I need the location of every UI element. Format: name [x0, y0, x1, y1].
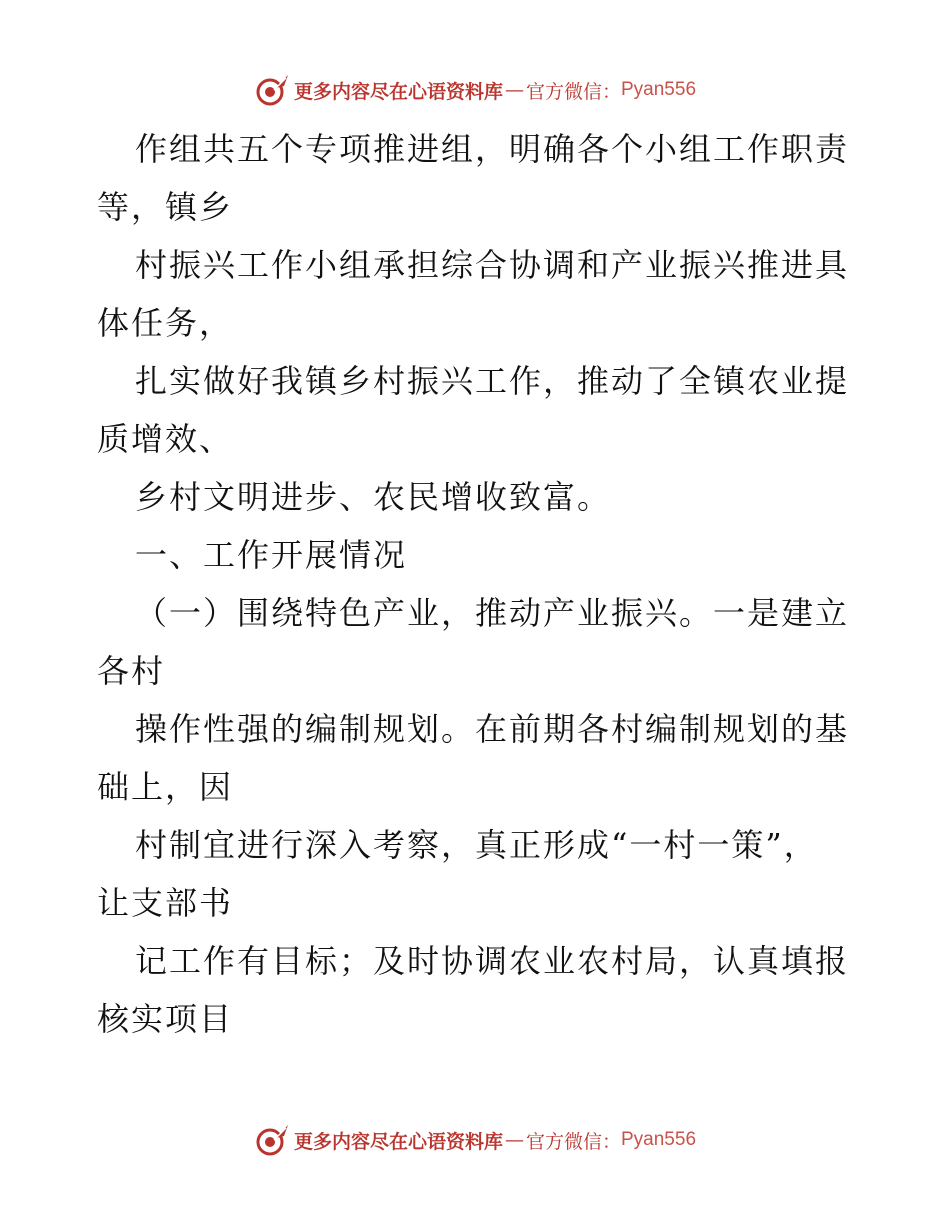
- text-line: （一）围绕特色产业，推动产业振兴。一是建立: [135, 594, 850, 632]
- text-line: 操作性强的编制规划。在前期各村编制规划的基: [135, 710, 850, 748]
- section-heading: 一、工作开展情况: [135, 536, 408, 574]
- text-line: 等，镇乡: [97, 188, 234, 226]
- text-line: 作组共五个专项推进组，明确各个小组工作职责: [135, 130, 850, 168]
- watermark-wechat-label: 官方微信：: [525, 80, 621, 103]
- text-line: 村振兴工作小组承担综合协调和产业振兴推进具: [135, 246, 850, 284]
- watermark-dash: —: [504, 1129, 524, 1151]
- text-line: 核实项目: [97, 1000, 234, 1038]
- text-line: 础上，因: [97, 768, 234, 806]
- text-line: 各村: [97, 652, 166, 690]
- text-line: 村制宜进行深入考察，真正形成“一村一策”，: [135, 826, 818, 864]
- text-line: 乡村文明进步、农民增收致富。: [135, 478, 612, 516]
- watermark-site-text: 更多内容尽在心语资料库: [293, 1130, 503, 1153]
- header-watermark: [0, 70, 950, 110]
- quill-logo-icon: [254, 72, 290, 108]
- watermark-wechat-label: 官方微信：: [525, 1130, 621, 1153]
- watermark-wechat-id: Pyan556: [621, 1129, 697, 1150]
- text-line: 体任务，: [97, 304, 234, 342]
- watermark-site-text: 更多内容尽在心语资料库: [293, 80, 503, 103]
- text-line: 扎实做好我镇乡村振兴工作，推动了全镇农业提: [135, 362, 850, 400]
- footer-watermark: [0, 1120, 950, 1160]
- watermark-wechat-id: Pyan556: [621, 79, 697, 100]
- watermark-dash: —: [504, 79, 524, 101]
- text-line: 质增效、: [97, 420, 234, 458]
- quill-logo-icon: [254, 1122, 290, 1158]
- text-line: 让支部书: [97, 884, 234, 922]
- text-line: 记工作有目标；及时协调农业农村局，认真填报: [135, 942, 850, 980]
- body-text: [97, 120, 867, 1048]
